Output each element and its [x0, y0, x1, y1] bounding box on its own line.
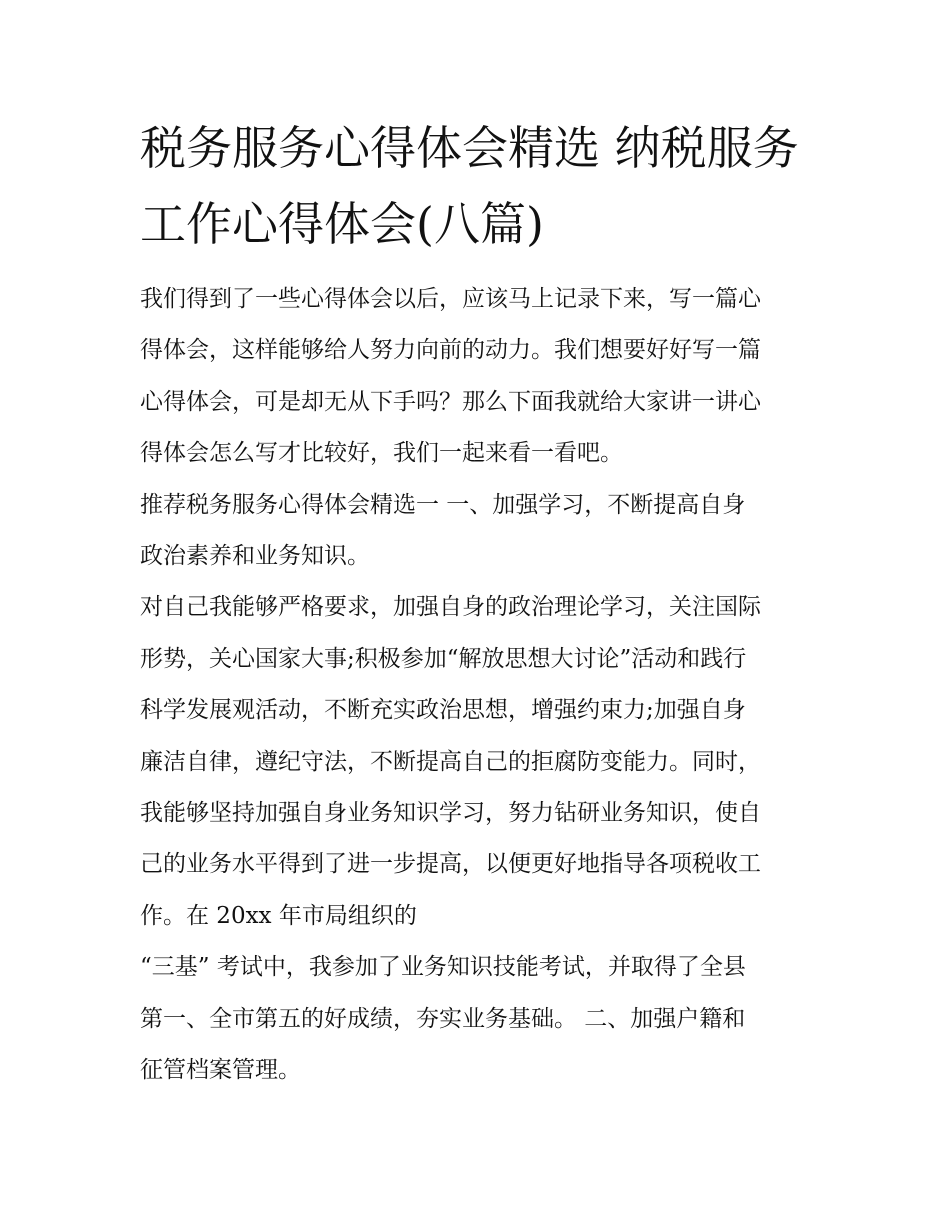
text-line: 我们得到了一些心得体会以后，应该马上记录下来，写一篇心: [140, 286, 761, 312]
exam-paragraph: [140, 942, 818, 1096]
text-line: 得体会怎么写才比较好，我们一起来看一看吧。: [140, 440, 623, 467]
intro-paragraph: [140, 274, 818, 480]
text-line: 推荐税务服务心得体会精选一 一、加强学习，不断提高自身: [140, 491, 746, 518]
text-line: 我能够坚持加强自身业务知识学习，努力钻研业务知识，使自: [140, 800, 761, 827]
text-line: 作。在 20xx 年市局组织的: [140, 902, 417, 929]
text-line: 科学发展观活动，不断充实政治思想，增强约束力;加强自身: [140, 697, 746, 724]
text-line: 得体会，这样能够给人努力向前的动力。我们想要好好写一篇: [140, 337, 761, 364]
text-line: “三基” 考试中，我参加了业务知识技能考试，并取得了全县: [140, 954, 746, 981]
text-line: 对自己我能够严格要求，加强自身的政治理论学习，关注国际: [140, 594, 761, 621]
text-line: 形势，关心国家大事;积极参加“解放思想大讨论”活动和践行: [140, 645, 747, 672]
text-line: 第一、全市第五的好成绩，夯实业务基础。 二、加强户籍和: [140, 1005, 746, 1032]
study-paragraph: [140, 582, 818, 942]
text-line: 心得体会，可是却无从下手吗？那么下面我就给大家讲一讲心: [140, 388, 761, 415]
text-line: 政治素养和业务知识。: [140, 543, 370, 570]
document-title: 税务服务心得体会精选 纳税服务工作心得体会(八篇): [140, 121, 799, 251]
document-body: [140, 274, 818, 1097]
text-line: 廉洁自律，遵纪守法，不断提高自己的拒腐防变能力。同时，: [140, 748, 761, 775]
text-line: 己的业务水平得到了进一步提高，以便更好地指导各项税收工: [140, 851, 761, 878]
section-one-heading-paragraph: [140, 480, 818, 583]
text-line: 征管档案管理。: [140, 1057, 301, 1084]
